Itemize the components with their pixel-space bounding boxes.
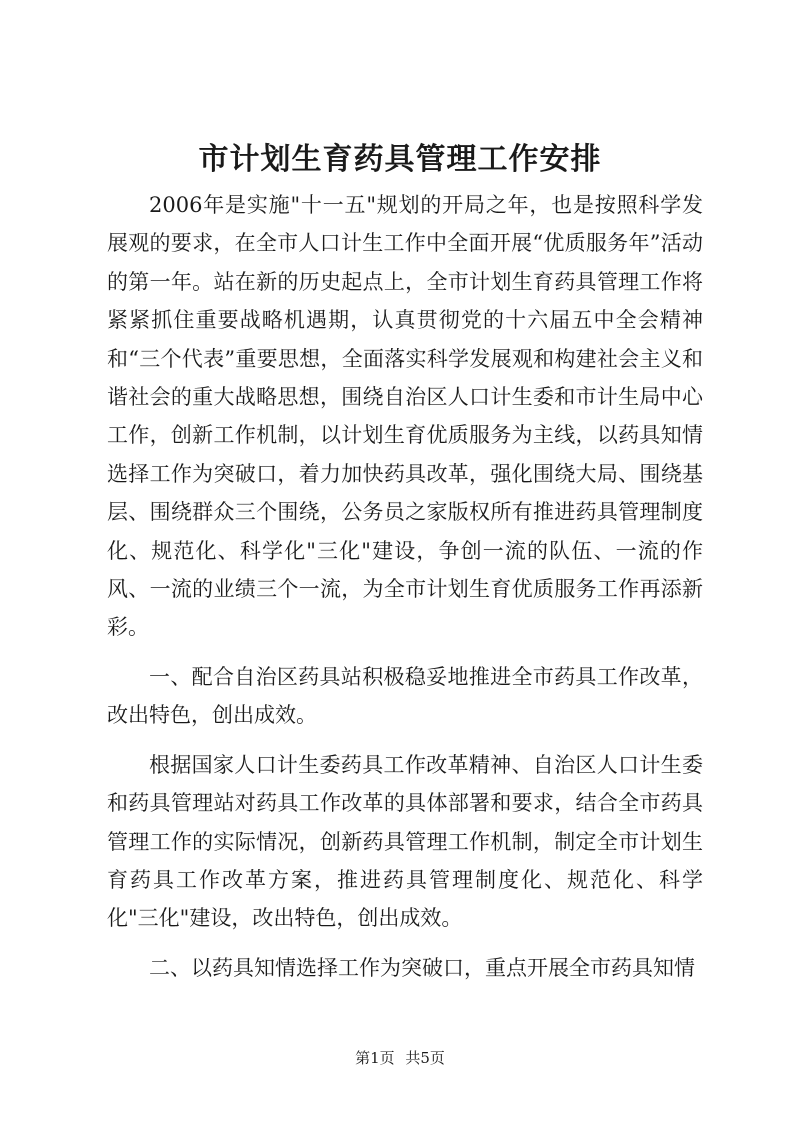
page-number: 第1页 (355, 1049, 395, 1067)
document-body (107, 186, 703, 998)
paragraph-intro: 2006年是实施"十一五"规划的开局之年，也是按照科学发展观的要求，在全市人口计生工作中全面开展“优质服务年”活动的第一年。站在新的历史起点上，全市计划生育药具管理工作将紧紧抓住重要战略机遇期，认真贯彻党的十六届五中全会精神和“三个代表”重要思想，全面落实科学发展观和构建社会主义和谐社会的重大战略思想，围绕自治区人口计生委和市计生局中心工作，创新工作机制，以计划生育优质服务为主线，以药具知情选择工作为突破口，着力加快药具改革，强化围绕大局、围绕基层、围绕群众三个围绕，公务员之家版权所有推进药具管理制度化、规范化、科学化"三化"建设，争创一流的队伍、一流的作风、一流的业绩三个一流，为全市计划生育优质服务工作再添新彩。 (107, 193, 703, 640)
paragraph-section-one-body: 根据国家人口计生委药具工作改革精神、自治区人口计生委和药具管理站对药具工作改革的具体部署和要求，结合全市药具管理工作的实际情况，创新药具管理工作机制，制定全市计划生育药具工作改革方案，推进药具管理制度化、规范化、科学化"三化"建设，改出特色，创出成效。 (107, 752, 703, 931)
paragraph-section-two-heading: 二、以药具知情选择工作为突破口，重点开展全市药具知情 (149, 955, 695, 980)
paragraph-section-one-heading: 一、配合自治区药具站积极稳妥地推进全市药具工作改革，改出特色，创出成效。 (107, 664, 703, 728)
page-footer (0, 1048, 800, 1068)
document-title: 市计划生育药具管理工作安排 (198, 142, 602, 177)
page-total: 共5页 (405, 1049, 445, 1067)
